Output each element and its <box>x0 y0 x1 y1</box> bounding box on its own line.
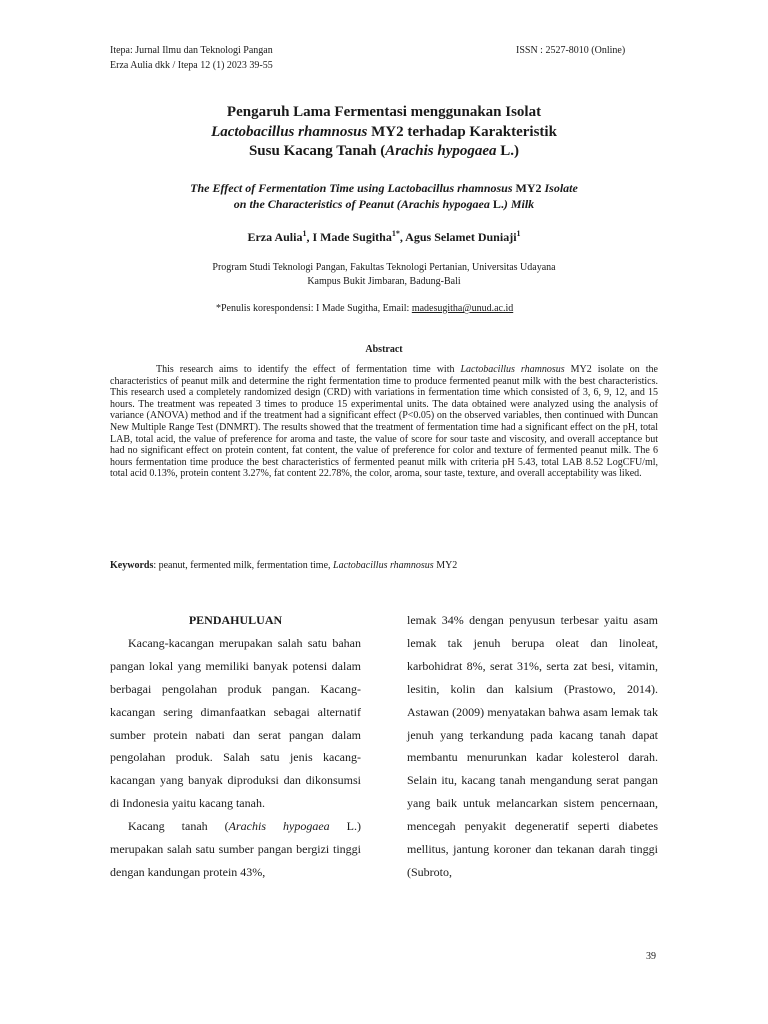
abstract-text: This research aims to identify the effect of fermentation time with Lactobacillus rhamnosus MY2 isolate on the characteristics of peanut milk and determine the right fermentation time to produce fermented peanut milk with the best characteristics. This research used a completely randomized design (CRD) with variations in fermentation time which consisted of 3, 6, 9, 12, and 15 hours. The treatment was repeated 3 times to produce 15 experimental units. The data obtained were analyzed using the analysis of variance (ANOVA) method and if the treatment had a significant effect (P<0.05) on the observed variables, then continued with Duncan New Multiple Range Test (DNMRT). The results showed that the treatment of fermentation time had a significant effect on the pH, total LAB, total acid, the value of preference for aroma and taste, the value of score for sour taste and viscosity, and overall acceptance but had no significant effect on protein content, fat content, the value of preference for color and texture of fermented peanut milk. The 6 hours fermentation time produce the best characteristics of fermented peanut milk with criteria pH 5.43, total LAB 8.52 LogCFU/ml, total acid 0.13%, protein content 3.27%, fat content 22.78%, the color, aroma, sour taste, texture, and overall acceptability was liked. <box>110 364 658 480</box>
correspondence: *Penulis korespondensi: I Made Sugitha, Email: madesugitha@unud.ac.id <box>216 303 514 314</box>
author-list: Erza Aulia$^1$, I Made Sugitha$^{1*}$, Agus Selamet Duniaji$^1$ <box>247 229 521 244</box>
title-line-2: Lactobacillus rhamnosus MY2 terhadap Karakteristik <box>211 123 557 140</box>
body-column-right <box>407 609 658 884</box>
paragraph: lemak 34% dengan penyusun terbesar yaitu asam lemak tak jenuh berupa oleat dan linoleat, karbohidrat 8%, serat 31%, serta zat besi, vitamin, lesitin, kolin dan kalsium (Prastowo, 2014). Astawan (2009) menyatakan bahwa asam lemak tak jenuh yang terkandung pada kacang tanah dapat membantu menurunkan kadar kolesterol darah. Selain itu, kacang tanah mengandung serat pangan yang baik untuk melancarkan sistem pencernaan, mencegah penyakit degeneratif seperti diabetes mellitus, jantung koroner dan tekanan darah tinggi (Subroto, <box>407 613 658 879</box>
author-name: , I Made Sugitha <box>306 230 392 244</box>
article-title <box>110 103 658 162</box>
keywords: Keywords: peanut, fermented milk, fermentation time, Lactobacillus rhamnosus MY2 <box>110 560 458 571</box>
issn: ISSN : 2527-8010 (Online) <box>516 45 626 56</box>
running-header <box>110 43 273 73</box>
title-species: Lactobacillus rhamnosus <box>211 123 368 140</box>
author-name: , Agus Selamet Duniaji <box>399 230 517 244</box>
email-link[interactable]: madesugitha@unud.ac.id <box>411 303 514 314</box>
affiliation: Program Studi Teknologi Pangan, Fakultas Teknologi Pertanian, Universitas Udayana Kampus Bukit Jimbaran, Badung-Bali <box>212 262 556 287</box>
title-plant-name: Arachis hypogaea <box>385 143 497 159</box>
english-title-line-1: The Effect of Fermentation Time using Lactobacillus rhamnosus MY2 Isolate <box>190 181 578 195</box>
page-number: 39 <box>646 951 656 962</box>
abstract-heading: Abstract <box>365 344 403 355</box>
title-line-3: Susu Kacang Tanah (Arachis hypogaea L.) <box>248 143 520 159</box>
journal-name: Itepa: Jurnal Ilmu dan Teknologi Pangan <box>110 45 273 56</box>
body-column-left <box>110 609 361 884</box>
english-title-line-2: on the Characteristics of Peanut (Arachis hypogaea L.) Milk <box>233 197 535 211</box>
section-heading: PENDAHULUAN <box>188 613 283 627</box>
paragraph: Kacang-kacangan merupakan salah satu bahan pangan lokal yang memiliki banyak potensi dalam berbagai pengolahan produk pangan. Kacang-kacangan sering dimanfaatkan sebagai alternatif sumber protein nabati dan serat pangan dalam pengolahan produk. Salah satu jenis kacang-kacangan yang banyak diproduksi dan dikonsumsi di Indonesia yaitu kacang tanah. <box>110 635 361 811</box>
paragraph: Kacang tanah (Arachis hypogaea L.) merupakan salah satu sumber pangan bergizi tinggi dengan kandungan protein 43%, <box>110 819 361 879</box>
article-citation: Erza Aulia dkk / Itepa 12 (1) 2023 39-55 <box>110 60 273 71</box>
title-line-1: Pengaruh Lama Fermentasi menggunakan Isolat <box>226 104 542 120</box>
author-name: Erza Aulia <box>247 230 303 244</box>
english-title <box>110 180 658 212</box>
